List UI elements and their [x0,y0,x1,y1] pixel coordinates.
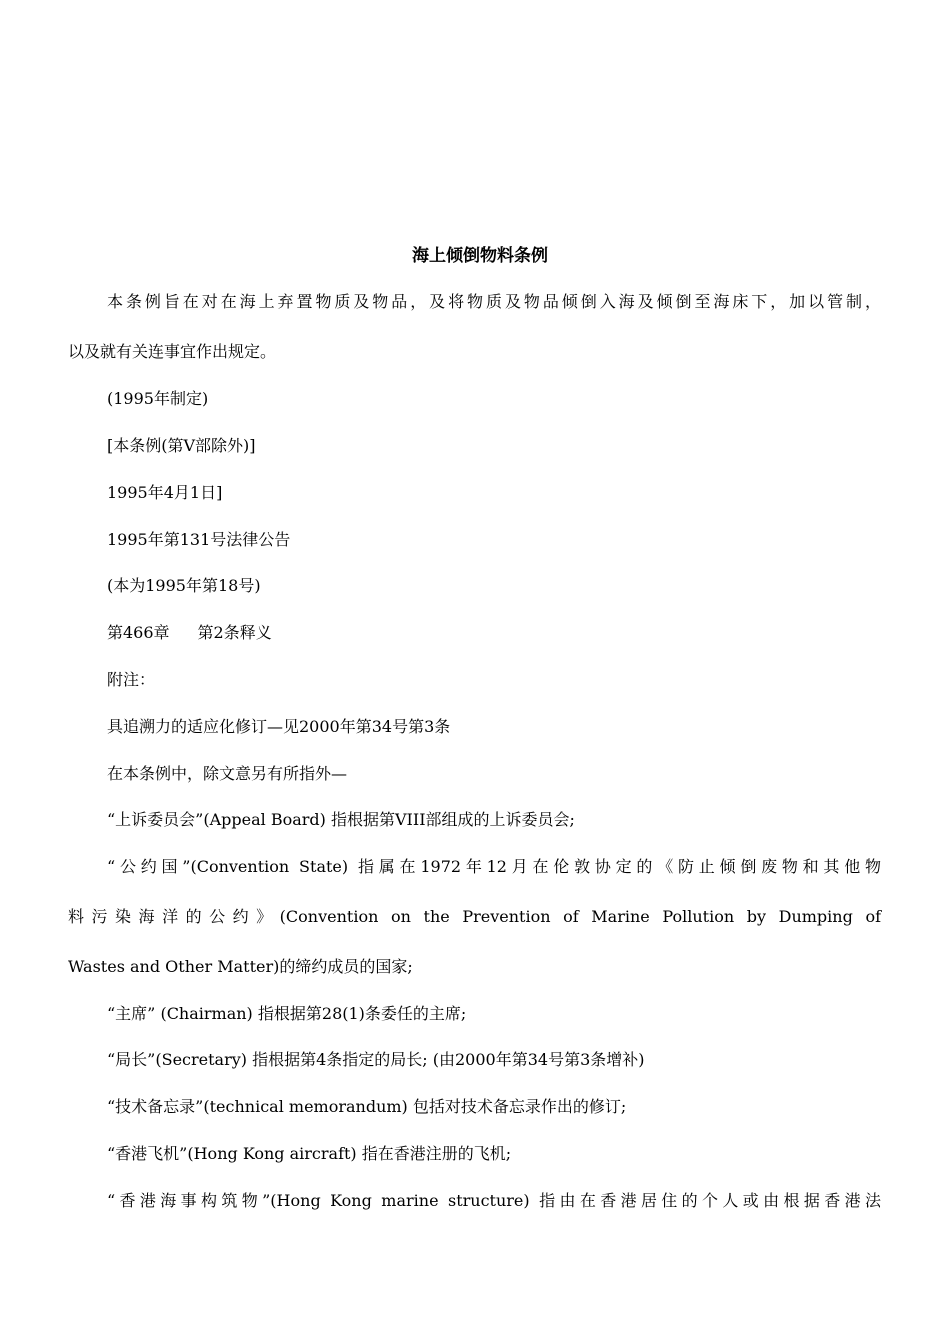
definition-appeal-board: “上诉委员会”(Appeal Board) 指根据第VIII部组成的上诉委员会; [107,810,575,829]
definition-convention-state-line-1: “公约国”(Convention State) 指属在1972年12月在伦敦协定的《防止倾倒废物和其他物 [107,857,881,876]
preamble-line-1: 本条例旨在对在海上弃置物质及物品，及将物质及物品倾倒入海及倾倒至海床下，加以管制， [107,292,881,311]
section-heading [107,621,272,645]
interpretation-intro: 在本条例中，除文意另有所指外— [107,764,348,783]
amendment-note: 具追溯力的适应化修订—见2000年第34号第3条 [107,717,451,736]
commencement-scope: [本条例(第V部除外)] [107,436,256,455]
definition-technical-memorandum: “技术备忘录”(technical memorandum) 包括对技术备忘录作出的修订; [107,1097,627,1116]
document-title: 海上倾倒物料条例 [412,246,548,266]
definition-convention-state-line-3: Wastes and Other Matter)的缔约成员的国家; [68,957,413,976]
preamble-line-2: 以及就有关连事宜作出规定。 [68,342,277,361]
definition-hong-kong-aircraft: “香港飞机”(Hong Kong aircraft) 指在香港注册的飞机; [107,1144,512,1163]
section-label: 第2条释义 [197,623,272,642]
definition-secretary: “局长”(Secretary) 指根据第4条指定的局长; (由2000年第34号第3条增补) [107,1050,645,1069]
commencement-date: 1995年4月1日] [107,483,223,502]
original-number: (本为1995年第18号) [107,576,261,595]
enactment-note: (1995年制定) [107,389,209,408]
definition-chairman: “主席” (Chairman) 指根据第28(1)条委任的主席; [107,1004,467,1023]
definition-convention-state-line-2: 料污染海洋的公约》(Convention on the Prevention of Marine Pollution by Dumping of [68,907,881,926]
chapter-label: 第466章 [107,623,170,642]
note-label: 附注： [107,670,156,689]
legal-notice: 1995年第131号法律公告 [107,530,291,549]
definition-hong-kong-marine-structure: “香港海事构筑物”(Hong Kong marine structure) 指由在香港居住的个人或由根据香港法 [107,1191,881,1210]
